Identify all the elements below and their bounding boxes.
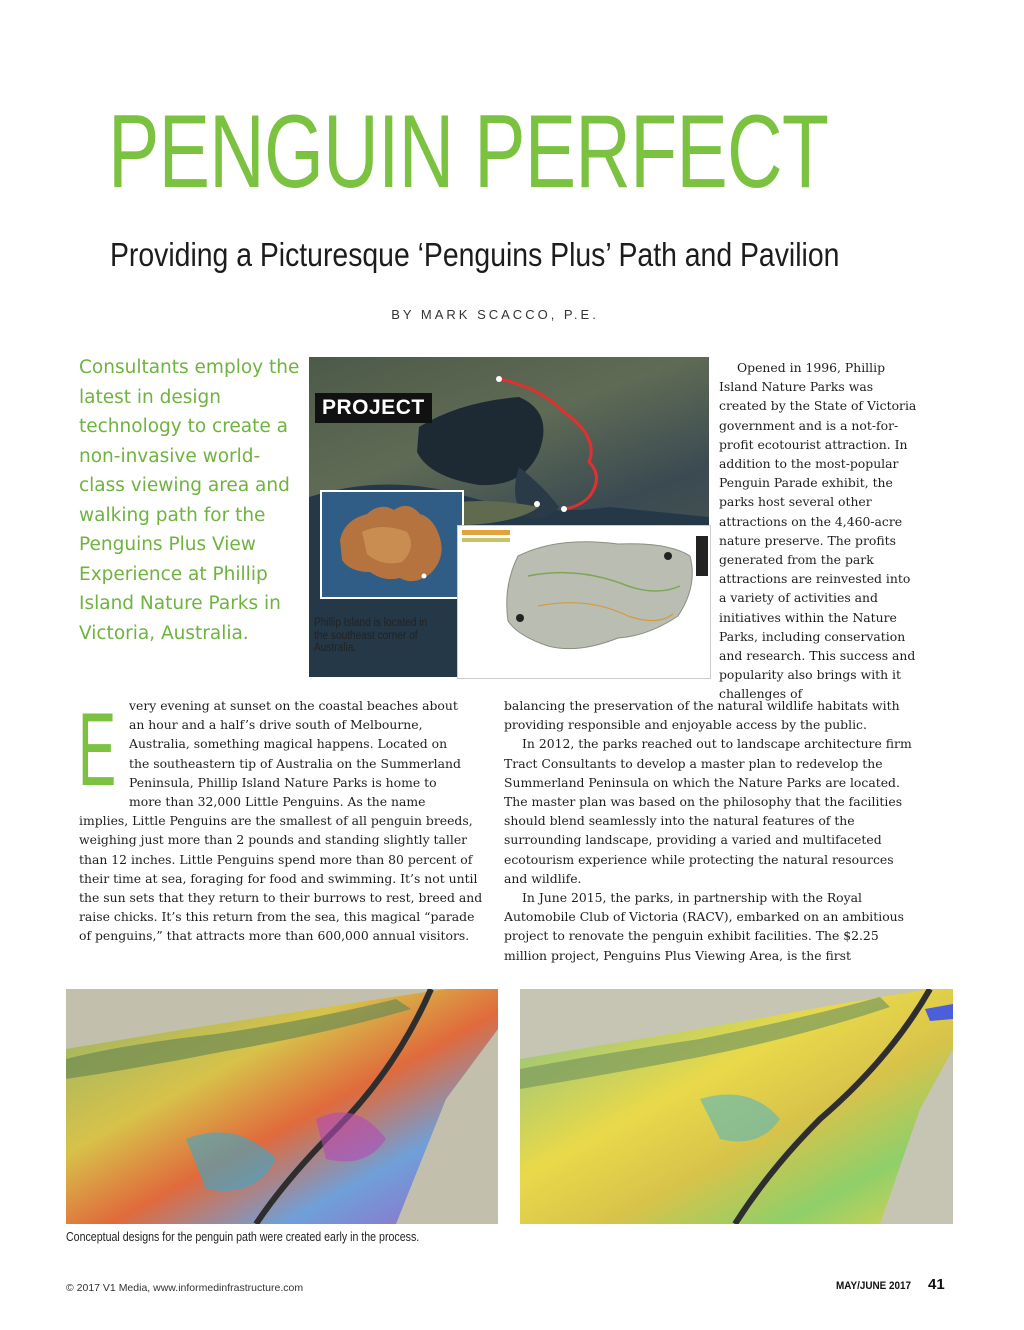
page-subtitle: Providing a Picturesque ‘Penguins Plus’ Path and Pavilion [110, 236, 840, 273]
article-paragraph: balancing the preservation of the natural wildlife habitats with providing responsible and enjoyable access by the public. [504, 698, 900, 733]
pull-quote: Consultants employ the latest in design technology to create a non-invasive world-class viewing area and walking path for the Penguins Plus View Experience at Phillip Island Nature Parks in Victoria, Australia. [79, 357, 300, 644]
article-line: the southeastern tip of Australia on the Summerland [129, 755, 461, 771]
footer-copyright: © 2017 V1 Media, www.informedinfrastructure.com [66, 1282, 304, 1294]
terrain-render-photo-right [520, 989, 953, 1224]
australia-shape [322, 492, 462, 597]
terrain-render-right [520, 989, 953, 1224]
article-line: more than 32,000 Little Penguins. As the name [129, 794, 426, 810]
master-plan-drawing [458, 526, 710, 678]
article-right-column [504, 696, 919, 965]
article-paragraph: In June 2015, the parks, in partnership with the Royal Automobile Club of Victoria (RACV), embarked on an ambitious project to renovate the penguin exhibit facilities. The $2.25 million project, Penguins Plus Viewing Area, is the first [504, 890, 905, 963]
drop-cap: E [78, 692, 117, 808]
terrain-render-photo-left [66, 989, 498, 1224]
page-number: 41 [928, 1276, 945, 1293]
master-plan-inset [457, 525, 711, 679]
footer-issue: MAY/JUNE 2017 [836, 1280, 912, 1292]
article-paragraph: In 2012, the parks reached out to landscape architecture firm Tract Consultants to develop a master plan to redevelop the Summerland Peninsula on which the Nature Parks are located. The master plan was based on the philosophy that the facilities should blend seamlessly into the natural features of the surrounding landscape, providing a varied and multifaceted ecotourism experience while protecting the natural resources and wildlife. [504, 736, 912, 886]
project-label: PROJECT [315, 393, 432, 423]
article-line: very evening at sunset on the coastal beaches about [129, 698, 458, 713]
page-title: PENGUIN PERFECT [108, 94, 829, 210]
article-line: Peninsula, Phillip Island Nature Parks is home to [129, 774, 437, 790]
byline: BY MARK SCACCO, P.E. [391, 307, 599, 322]
photo-caption: Conceptual designs for the penguin path were created early in the process. [66, 1230, 420, 1244]
article-paragraph: Opened in 1996, Phillip Island Nature Parks was created by the State of Victoria government and is a not-for-profit ecotourist attraction. In addition to the most-popular Penguin Parade exhibit, the parks host several other attractions on the 4,460-acre nature preserve. The profits generated from the park attractions are reinvested into a variety of activities and initiatives within the Nature Parks, including conservation and research. This success and popularity also brings with it challenges of [719, 360, 917, 702]
article-line: an hour and a half’s drive south of Melbourne, [129, 717, 423, 733]
article-right-top [719, 358, 919, 704]
article-left-column [78, 692, 490, 946]
terrain-render-left [66, 989, 498, 1224]
map-caption: Phillip Island is located in the southeast corner of Australia. [314, 617, 428, 654]
article-line: Australia, something magical happens. Located on [129, 736, 448, 752]
article-paragraph: implies, Little Penguins are the smallest of all penguin breeds, weighing just more than 2 pounds and standing slightly taller than 12 inches. Little Penguins spend more than 80 percent of their time at sea, foraging for food and swimming. It’s not until the sun sets that they return to their burrows to rest, breed and raise chicks. It’s this return from the sea, this magical “parade of penguins,” that attracts more than 600,000 annual visitors. [79, 813, 483, 944]
australia-inset-map [320, 490, 464, 599]
